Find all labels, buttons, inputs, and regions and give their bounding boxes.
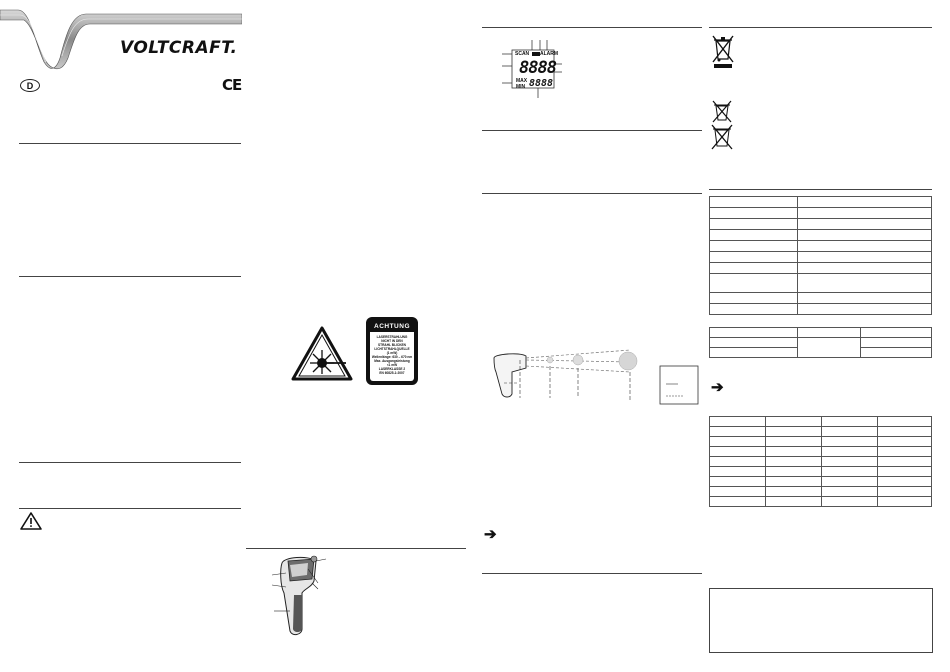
arrow-right-icon: ➔ — [484, 526, 497, 543]
sign-line: (1 mW) — [386, 351, 398, 355]
section-divider — [246, 548, 466, 549]
crossed-battery-bin-icon — [710, 124, 734, 150]
crossed-bin-icon — [711, 99, 733, 123]
lcd-min-label: MIN — [516, 84, 526, 90]
section-divider — [19, 143, 241, 144]
lcd-small-digits: 8888 — [529, 78, 554, 89]
sign-line: EN 60825-1:2007 — [379, 371, 405, 375]
thermometer-device-illustration — [268, 553, 330, 637]
sign-line: Max. Ausgangsleistung — [374, 359, 410, 363]
sign-line: LASERKLASSE 2 — [378, 367, 406, 371]
section-divider — [482, 193, 702, 194]
lcd-alarm-label: ALARM — [540, 51, 559, 57]
specifications-table — [709, 196, 932, 315]
sign-line: STRAHL BLICKEN — [378, 343, 406, 347]
sign-header: ACHTUNG — [370, 321, 414, 332]
lcd-max-label: MAX — [516, 78, 528, 84]
sign-line: LASERSTRAHLUNG — [376, 335, 408, 339]
lcd-main-digits: 8888 — [519, 58, 556, 78]
country-code-badge: D — [20, 79, 40, 92]
section-divider — [19, 462, 241, 463]
brand-logo: VOLTCRAFT. — [120, 38, 238, 58]
ce-mark: CE — [222, 76, 242, 94]
section-divider — [709, 27, 932, 28]
measuring-spot-diagram — [490, 346, 702, 410]
accuracy-table — [709, 327, 932, 358]
sign-line: NICHT IN DEN — [381, 339, 403, 343]
laser-caution-sign — [366, 317, 418, 385]
sign-line: Wellenlänge: 630 – 670 nm — [371, 355, 413, 359]
sign-line: LICHTSTRAHLQUELLE — [374, 347, 410, 351]
section-divider — [482, 130, 702, 131]
emissivity-table — [709, 416, 932, 507]
section-divider — [19, 508, 241, 509]
warning-triangle-icon — [20, 512, 42, 530]
imprint-box — [709, 588, 933, 653]
arrow-right-icon: ➔ — [711, 379, 724, 396]
section-divider — [709, 189, 932, 190]
sign-line: <1 mW — [386, 363, 398, 367]
crossed-bin-icon — [711, 33, 735, 69]
section-divider — [19, 276, 241, 277]
wave-ribbon-icon — [0, 0, 242, 72]
section-divider — [482, 573, 702, 574]
lcd-scan-label: SCAN — [515, 51, 530, 57]
laser-warning-icon — [291, 326, 353, 382]
section-divider — [482, 27, 702, 28]
